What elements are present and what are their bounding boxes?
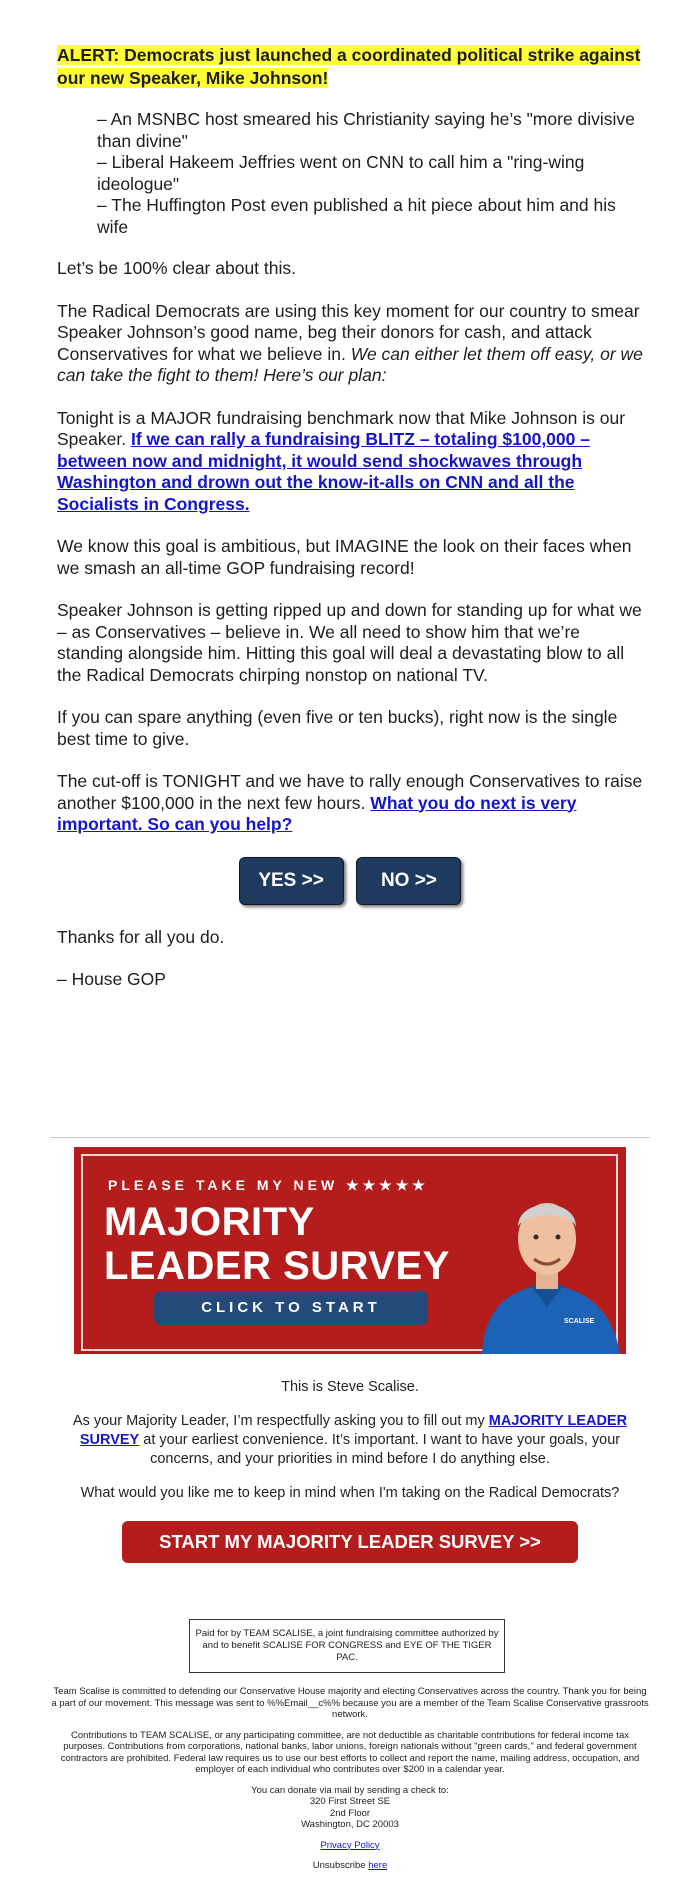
- list-item: – Liberal Hakeem Jeffries went on CNN to call him a "ring-wing ideologue": [97, 152, 585, 194]
- attack-list: [97, 109, 643, 238]
- privacy-row: [50, 1840, 650, 1852]
- alert-headline-block: [57, 44, 643, 89]
- paragraph-text: Tonight is a MAJOR fundraising benchmark now that Mike Johnson is our Speaker.: [57, 407, 626, 449]
- email-body: [57, 44, 643, 1012]
- shirt-logo: SCALISE: [564, 1318, 595, 1325]
- question-text: What would you like me to keep in mind when I'm taking on the Radical Democrats?: [80, 1485, 620, 1501]
- commitment-text: Team Scalise is committed to defending our Conservative House majority and electing Conservatives across the country. Thank you for being a part of our movement. This message was sent to %%Email__c%% because you are a member of the Team Scalise Conservative grassroots network.: [51, 1686, 649, 1720]
- yes-no-buttons: [57, 857, 643, 906]
- address-line: Washington, DC 20003: [301, 1819, 399, 1830]
- banner-title-line: MAJORITY: [104, 1200, 315, 1244]
- survey-banner[interactable]: [74, 1147, 626, 1354]
- thanks-text: Thanks for all you do.: [57, 926, 225, 947]
- paragraph-spare: If you can spare anything (even five or ten bucks), right now is the single best time to give.: [57, 707, 618, 749]
- intro-text: This is Steve Scalise.: [281, 1379, 419, 1395]
- unsubscribe-text: Unsubscribe: [312, 1860, 366, 1871]
- paid-for-box: Paid for by TEAM SCALISE, a joint fundraising committee authorized by and to benefit SCALISE FOR CONGRESS and EYE OF THE TIGER PAC.: [189, 1619, 505, 1673]
- paragraph-italic: We can either let them off easy, or we can take the fight to them! Here’s our plan:: [57, 343, 643, 385]
- mail-intro: You can donate via mail by sending a check to:: [251, 1784, 449, 1796]
- section-divider: [50, 1137, 650, 1138]
- paragraph-speaker: Speaker Johnson is getting ripped up and down for standing up for what we – as Conservatives – believe in. We all need to show him that we’re standing alongside him. Hitting this goal will deal a devastating blow to all the Radical Democrats chirping nonstop on national TV.: [57, 600, 642, 685]
- paragraph-text: The cut-off is TONIGHT and we have to rally enough Conservatives to raise another $100,000 in the next few hours.: [57, 771, 643, 813]
- scalise-portrait-image: [472, 1167, 626, 1354]
- paragraph-text: The Radical Democrats are using this key moment for our country to smear Speaker Johnson’s good name, beg their donors for cash, and attack Conservatives for what we believe in.: [57, 300, 640, 364]
- paragraph-cutoff: [57, 771, 643, 836]
- ask-text: at your earliest convenience. It’s important. I want to have your goals, your concerns, and your priorities in mind before I do anything else.: [143, 1432, 621, 1467]
- privacy-policy-link[interactable]: Privacy Policy: [320, 1839, 380, 1851]
- paragraph-clear: Let’s be 100% clear about this.: [57, 258, 297, 278]
- paragraph-radical-democrats: [57, 301, 643, 387]
- ask-text: As your Majority Leader, I’m respectfully asking you to fill out my: [72, 1413, 485, 1429]
- mailing-address: [50, 1785, 650, 1831]
- banner-title: [104, 1200, 450, 1288]
- list-item: – The Huffington Post even published a hit piece about him and his wife: [97, 195, 616, 237]
- no-button[interactable]: NO >>: [356, 857, 461, 905]
- signoff-text: – House GOP: [57, 969, 166, 989]
- contributions-text: Contributions to TEAM SCALISE, or any participating committee, are not deductible as charitable contributions for federal income tax purposes. Contributions from corporations, national banks, labor unions, foreign nationals without "green cards," and federal government contractors are prohibited. Federal law requires us to use our best efforts to collect and report the name, mailing address, occupation, and employer of each individual who contributes over $200 in a calendar year.: [60, 1729, 640, 1775]
- alert-headline: ALERT: Democrats just launched a coordinated political strike against our new Speaker, Mike Johnson!: [57, 45, 641, 88]
- banner-click-to-start[interactable]: CLICK TO START: [154, 1291, 428, 1325]
- survey-ask: [50, 1412, 650, 1469]
- address-line: 320 First Street SE: [309, 1796, 391, 1807]
- banner-kicker: PLEASE TAKE MY NEW ★★★★★: [108, 1177, 429, 1193]
- banner-title-line: LEADER SURVEY: [104, 1244, 450, 1288]
- survey-link[interactable]: MAJORITY LEADER SURVEY: [79, 1413, 628, 1448]
- list-item: – An MSNBC host smeared his Christianity saying he’s "more divisive than divine": [97, 109, 635, 151]
- unsubscribe-link[interactable]: here: [368, 1860, 388, 1871]
- unsubscribe-row: [50, 1860, 650, 1872]
- start-survey-button[interactable]: START MY MAJORITY LEADER SURVEY >>: [122, 1521, 578, 1563]
- address-line: 2nd Floor: [329, 1807, 371, 1819]
- paragraph-benchmark: [57, 408, 643, 516]
- legal-footer: [50, 1686, 650, 1881]
- help-link[interactable]: What you do next is very important. So can you help?: [57, 792, 577, 834]
- paragraph-goal: We know this goal is ambitious, but IMAGINE the look on their faces when we smash an all-time GOP fundraising record!: [57, 536, 632, 578]
- yes-button[interactable]: YES >>: [239, 857, 344, 905]
- blitz-link[interactable]: If we can rally a fundraising BLITZ – totaling $100,000 – between now and midnight, it would send shockwaves through Washington and drown out the know-it-alls on CNN and all the Socialists in Congress.: [57, 429, 590, 514]
- scalise-message: [50, 1378, 650, 1563]
